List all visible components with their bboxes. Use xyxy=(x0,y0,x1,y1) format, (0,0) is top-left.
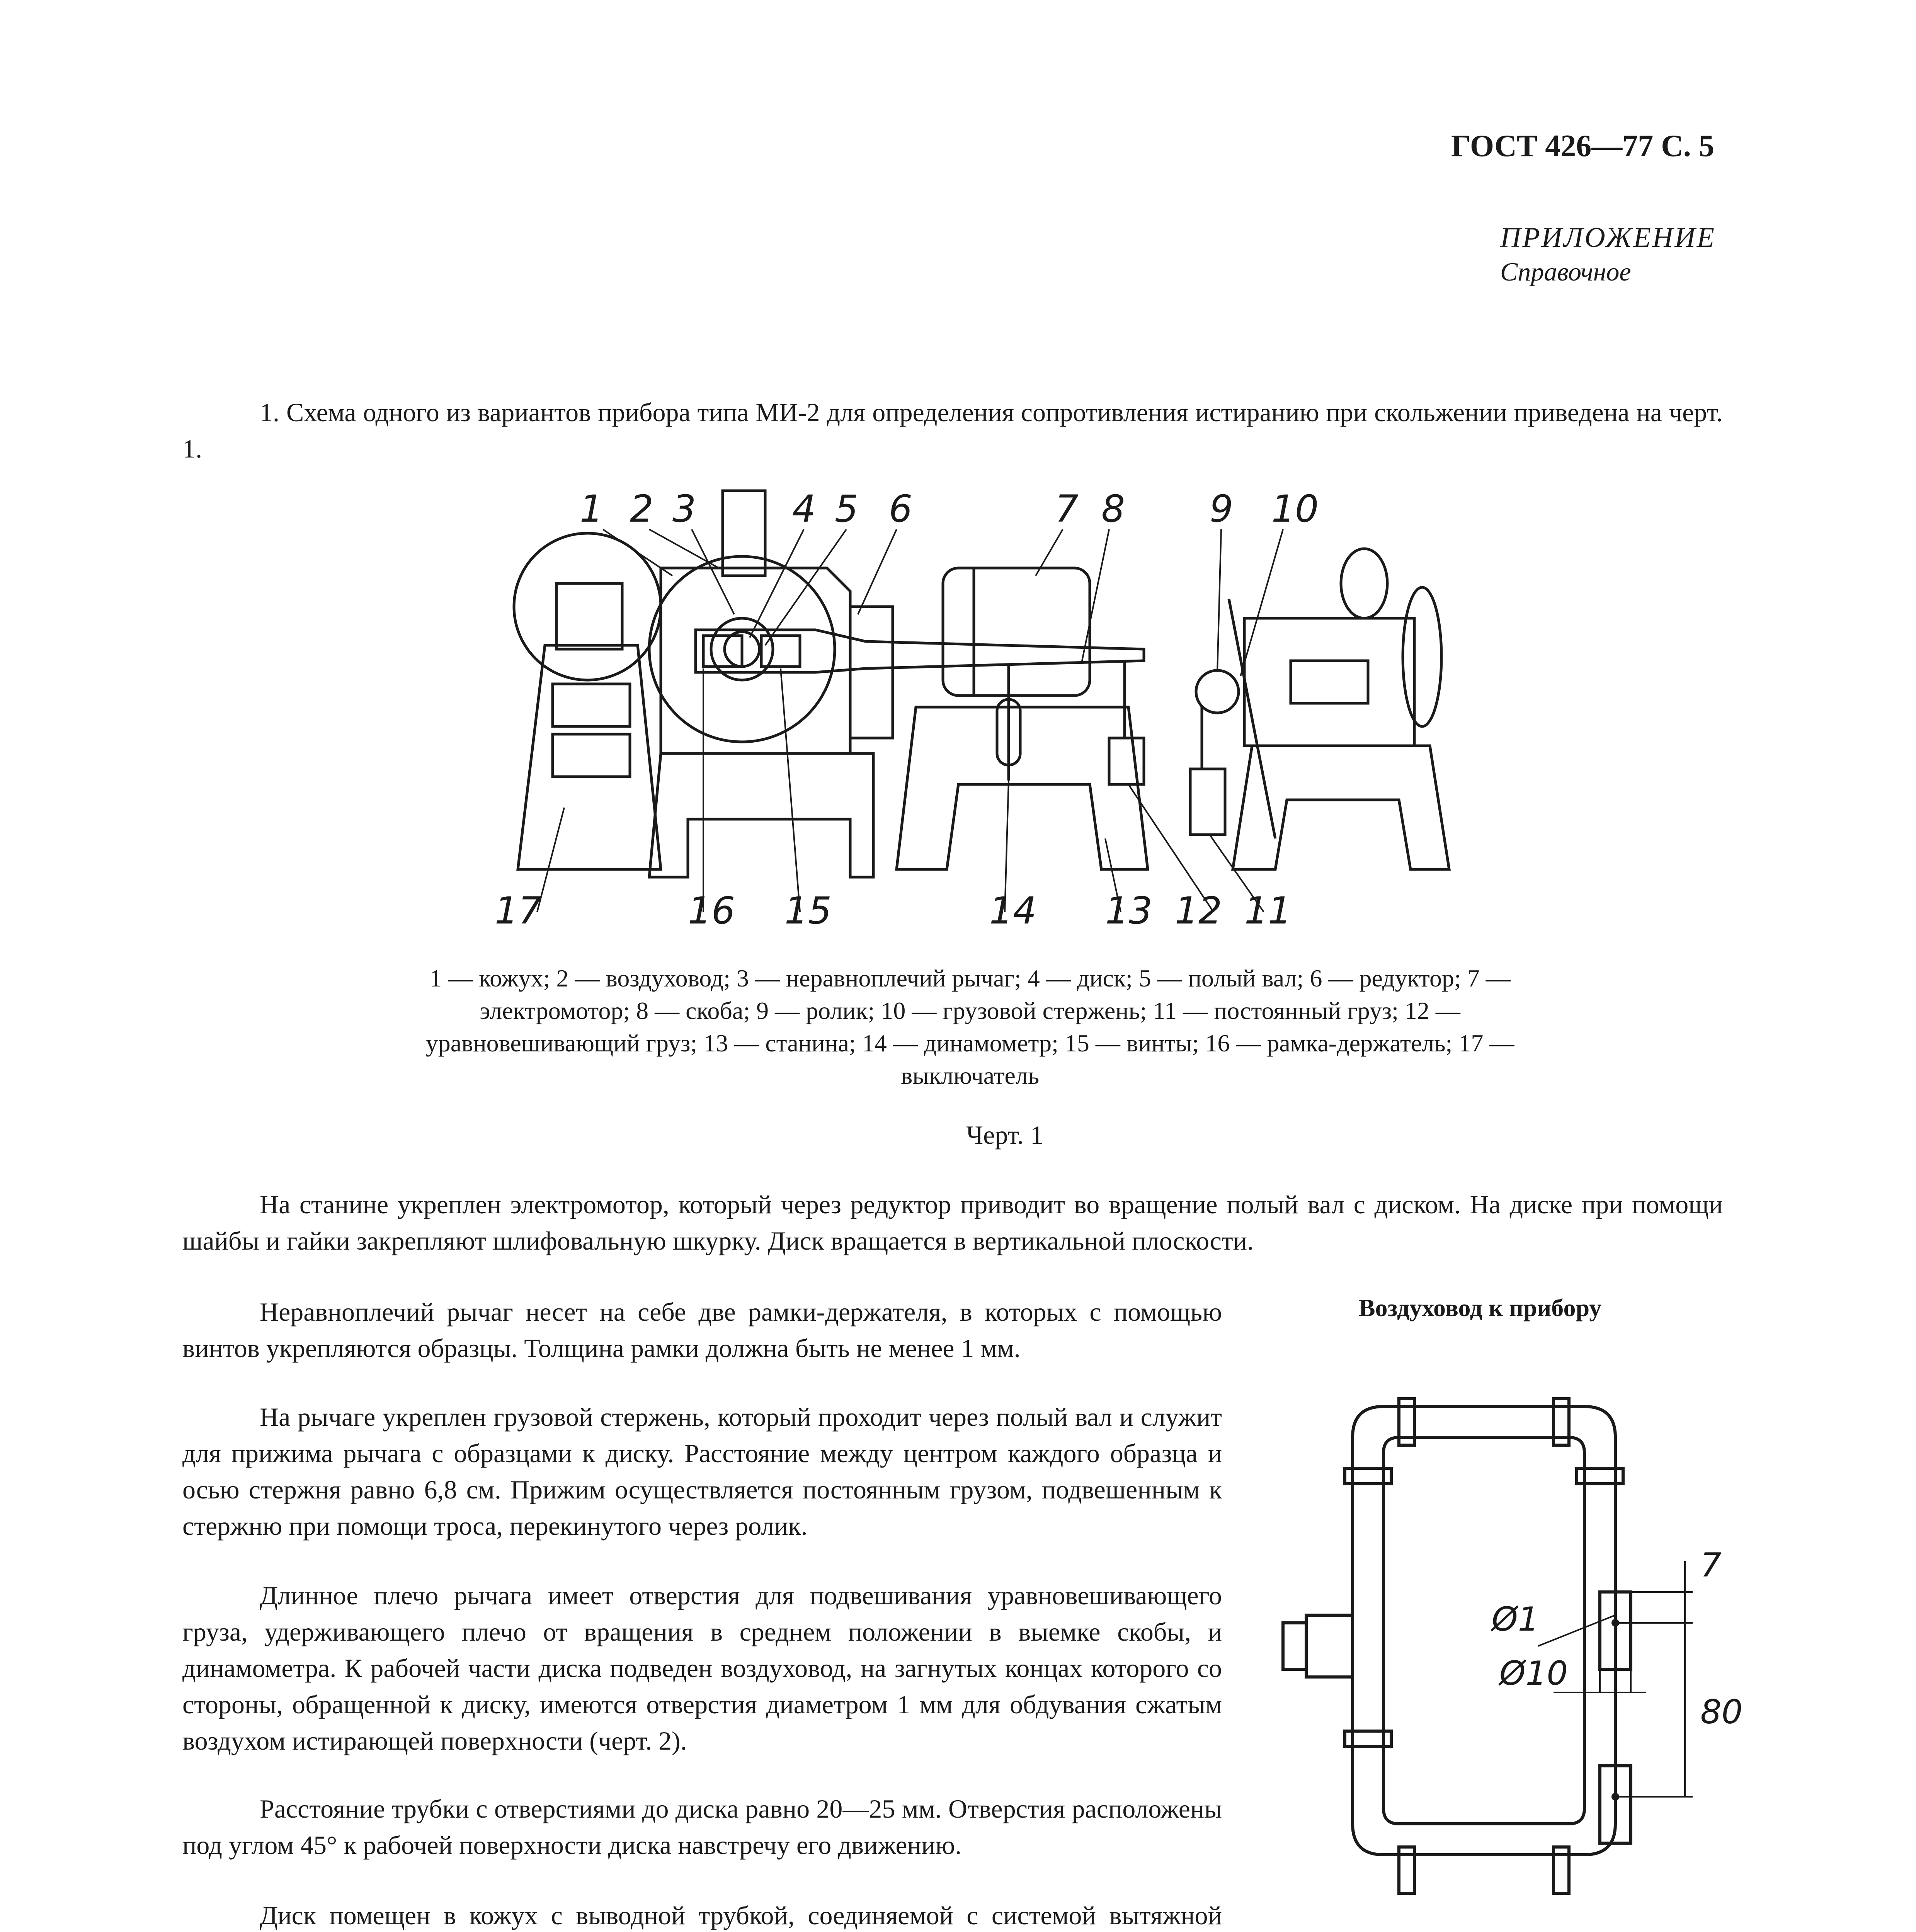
figure2-title: Воздуховод к прибору xyxy=(1358,1294,1602,1321)
leader-4 xyxy=(750,529,804,638)
callout-7: 7 xyxy=(1055,487,1079,531)
callout-17: 17 xyxy=(495,889,542,932)
figure2-drawing xyxy=(1260,1376,1743,1889)
side-view-block xyxy=(1291,661,1368,703)
leader-5 xyxy=(765,529,846,645)
side-view-stand xyxy=(1233,746,1449,869)
holder-frame-left xyxy=(703,636,742,667)
callout-8: 8 xyxy=(1101,487,1125,531)
callout-14: 14 xyxy=(989,889,1037,932)
callout-16: 16 xyxy=(688,889,735,932)
motor-block xyxy=(556,583,622,649)
motor-cover-circle xyxy=(514,533,661,680)
switch-box-lower xyxy=(553,734,630,777)
section1-intro: 1. Схема одного из вариантов прибора типа МИ-2 для определения сопротивления истиранию при скольжении приведена на черт. 1. xyxy=(182,398,1723,463)
paragraph-cover: Диск помещен в кожух с выводной трубкой, соединяемой с системой вытяжной xyxy=(260,1901,1222,1930)
callout-2: 2 xyxy=(630,487,654,531)
paragraph-arm: Длинное плечо рычага имеет отверстия для подвешивания уравновешивающего груза, удерживающего плечо от вращения в среднем положении в выемке скобы, и динамометра. К рабочей части диска подведен воздуховод, на загнутых концах которого со стороны, обращенной к диску, имеются отверстия диаметром 1 мм для обдувания сжатым воздухом истирающей поверхности (черт. 2). xyxy=(182,1581,1222,1755)
dim-label-pipe: Ø10 xyxy=(1499,1654,1568,1693)
dim-label-80: 80 xyxy=(1700,1693,1743,1731)
reducer-block xyxy=(850,607,893,738)
figure1-caption: Черт. 1 xyxy=(966,1120,1044,1150)
callout-6: 6 xyxy=(889,487,913,531)
pipe-inner xyxy=(1383,1437,1584,1824)
side-view-handwheel xyxy=(1403,587,1441,726)
dim-label-hole: Ø1 xyxy=(1492,1600,1539,1639)
roller-circle xyxy=(1196,670,1239,713)
callout-1: 1 xyxy=(580,487,604,531)
inlet-flange xyxy=(1283,1623,1306,1669)
side-view-body xyxy=(1244,618,1414,746)
leader-6 xyxy=(858,529,897,614)
leader-8 xyxy=(1082,529,1109,661)
callout-15: 15 xyxy=(784,889,832,932)
figure1-drawing xyxy=(487,487,1476,932)
callout-9: 9 xyxy=(1210,487,1234,531)
paragraph-rod: На рычаге укреплен грузовой стержень, который проходит через полый вал и служит для прижима рычага с образцами к диску. Расстояние между центром каждого образца и осью стержня равно 6,8 см. Прижим осуществляется постоянным грузом, подвешенным к стержню при помощи троса, перекинутого через ролик. xyxy=(182,1402,1222,1541)
leader-9 xyxy=(1217,529,1221,672)
callout-4: 4 xyxy=(792,487,816,531)
appendix-label: ПРИЛОЖЕНИЕ xyxy=(1500,222,1716,253)
callout-11: 11 xyxy=(1244,889,1292,932)
leader-3 xyxy=(692,529,734,614)
paragraph-lever: Неравноплечий рычаг несет на себе две рамки-держателя, в которых с помощью винтов укрепляются образцы. Толщина рамки должна быть не менее 1 мм. xyxy=(182,1297,1222,1363)
leader-15 xyxy=(781,668,800,912)
callout-5: 5 xyxy=(835,487,859,531)
constant-weight xyxy=(1190,769,1225,835)
paragraph-tube: Расстояние трубки с отверстиями до диска равно 20—25 мм. Отверстия расположены под углом 45° к рабочей поверхности диска навстречу его движению. xyxy=(182,1794,1222,1860)
switch-box-upper xyxy=(553,684,630,726)
balancing-weight xyxy=(1109,738,1144,784)
electromotor-body xyxy=(943,568,1090,696)
callout-10: 10 xyxy=(1271,487,1319,531)
callout-3: 3 xyxy=(672,487,696,531)
leader-10 xyxy=(1240,529,1283,676)
paragraph-stand: На станине укреплен электромотор, который через редуктор приводит во вращение полый вал с диском. На диске при помощи шайбы и гайки закрепляют шлифовальную шкурку. Диск вращается в вертикальной плоскости. xyxy=(182,1190,1723,1255)
air-duct-stack xyxy=(723,491,765,576)
callout-12: 12 xyxy=(1175,889,1222,932)
holder-frame-right xyxy=(761,636,800,667)
frame-stand xyxy=(897,707,1148,869)
inlet-tee xyxy=(1306,1615,1353,1677)
central-base xyxy=(649,753,873,877)
page-header: ГОСТ 426—77 С. 5 xyxy=(1451,129,1714,163)
dim-label-7: 7 xyxy=(1700,1546,1722,1585)
callout-13: 13 xyxy=(1105,889,1153,932)
appendix-type: Справочное xyxy=(1500,257,1631,286)
side-view-wheel xyxy=(1341,549,1387,618)
figure1-legend: 1 — кожух; 2 — воздуховод; 3 — неравноплечий рычаг; 4 — диск; 5 — полый вал; 6 — редуктор; 7 — электромотор; 8 — скоба; 9 — ролик; 10 — грузовой стержень; 11 — постоянный груз; 12 — уравновешивающий груз; 13 — станина; 14 — динамометр; 15 — винты; 16 — рамка-держатель; 17 — выключатель xyxy=(425,964,1514,1089)
dim-leader-hole xyxy=(1538,1615,1615,1646)
